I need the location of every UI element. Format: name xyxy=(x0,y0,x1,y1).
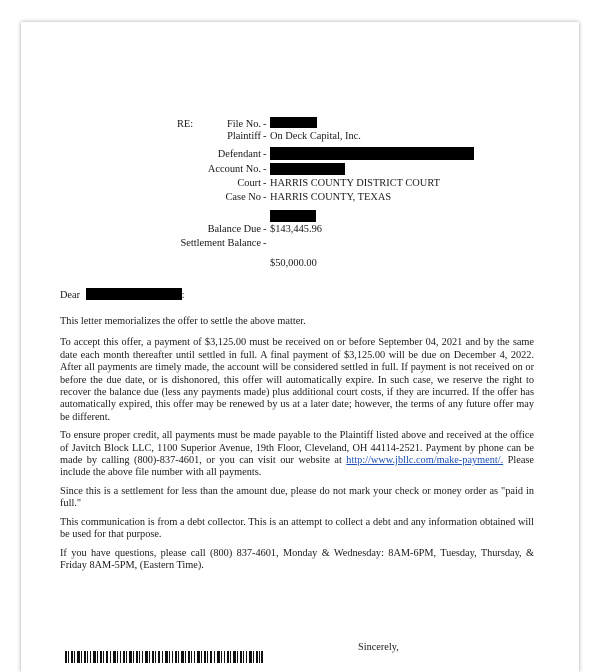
re-label: RE: xyxy=(177,119,194,130)
salutation xyxy=(60,288,184,301)
plaintiff-value: On Deck Capital, Inc. xyxy=(270,131,361,142)
defendant-redaction xyxy=(270,147,474,160)
paragraph-contact: If you have questions, please call (800) 837-4601, Monday & Wednesday: 8AM-6PM, Tuesday, Thursday, & Friday 8AM-5PM, (Eastern Time). xyxy=(60,547,534,571)
paragraph-payment-instructions xyxy=(60,430,534,480)
payment-text-after: Please include the above file number with all payments. xyxy=(60,455,534,479)
case-no-value: HARRIS COUNTY, TEXAS xyxy=(270,192,392,203)
payment-website-link[interactable]: http://www.jbllc.com/make-payment/. xyxy=(346,455,504,467)
balance-due-sep: - xyxy=(263,224,267,235)
court-value: HARRIS COUNTY DISTRICT COURT xyxy=(270,178,440,189)
paragraph-settlement-note: Since this is a settlement for less than the amount due, please do not mark your check or money order as "paid in full." xyxy=(60,485,534,510)
file-no-sep: - xyxy=(263,119,267,130)
salutation-prefix: Dear xyxy=(60,290,81,301)
case-no-redaction xyxy=(270,210,316,222)
case-no-sep: - xyxy=(263,192,267,203)
paragraph-offer-terms: To accept this offer, a payment of $3,125.00 must be received on or before September 04, 2021 and by the same date each month thereafter until settled in full. A final payment of $3,125.00 will be due on December 4, 2022. After all payments are timely made, the account will be considered settled in full. If payment is not received on or before the due date, or is dishonored, this offer will automatically expire. In such case, we reserve the right to recover the balance due (less any payments made) plus additional court costs, if they are incurred. If the offer has automatically expired, this offer may be renewed by us at a later date; however, the terms of any future offer may be different. xyxy=(60,337,534,423)
barcode-image xyxy=(65,651,263,663)
balance-due-label: Balance Due xyxy=(207,224,261,235)
recipient-redaction xyxy=(86,288,182,300)
letter-page xyxy=(21,22,579,672)
settlement-balance-value: $50,000.00 xyxy=(270,258,317,269)
defendant-label: Defendant xyxy=(217,149,261,160)
file-no-label: File No. xyxy=(226,119,261,130)
settlement-balance-sep: - xyxy=(263,238,267,249)
letter-body xyxy=(60,316,534,578)
account-no-sep: - xyxy=(263,164,267,175)
case-no-label: Case No xyxy=(225,192,261,203)
balance-due-value: $143,445.96 xyxy=(270,224,322,235)
plaintiff-label: Plaintiff xyxy=(227,131,261,142)
salutation-suffix: : xyxy=(181,290,185,301)
closing: Sincerely, xyxy=(358,642,399,653)
court-label: Court xyxy=(237,178,261,189)
payment-text-before: To ensure proper credit, all payments must be made payable to the Plaintiff listed above and received at the office of Javitch Block LLC, 1100 Superior Avenue, 19th Floor, Cleveland, OH 44114-2521. Payment by phone can be made by calling (800)-837-4601, or you can visit our website at xyxy=(60,430,534,467)
defendant-sep: - xyxy=(263,149,267,160)
paragraph-intro: This letter memorializes the offer to settle the above matter. xyxy=(60,316,306,327)
court-sep: - xyxy=(263,178,267,189)
plaintiff-sep: - xyxy=(263,131,267,142)
file-no-redaction xyxy=(270,117,317,128)
account-no-label: Account No. xyxy=(207,164,261,175)
account-no-redaction xyxy=(270,163,345,175)
settlement-balance-label: Settlement Balance xyxy=(180,238,261,249)
paragraph-debt-collector: This communication is from a debt collector. This is an attempt to collect a debt and any information obtained will be used for that purpose. xyxy=(60,516,534,541)
